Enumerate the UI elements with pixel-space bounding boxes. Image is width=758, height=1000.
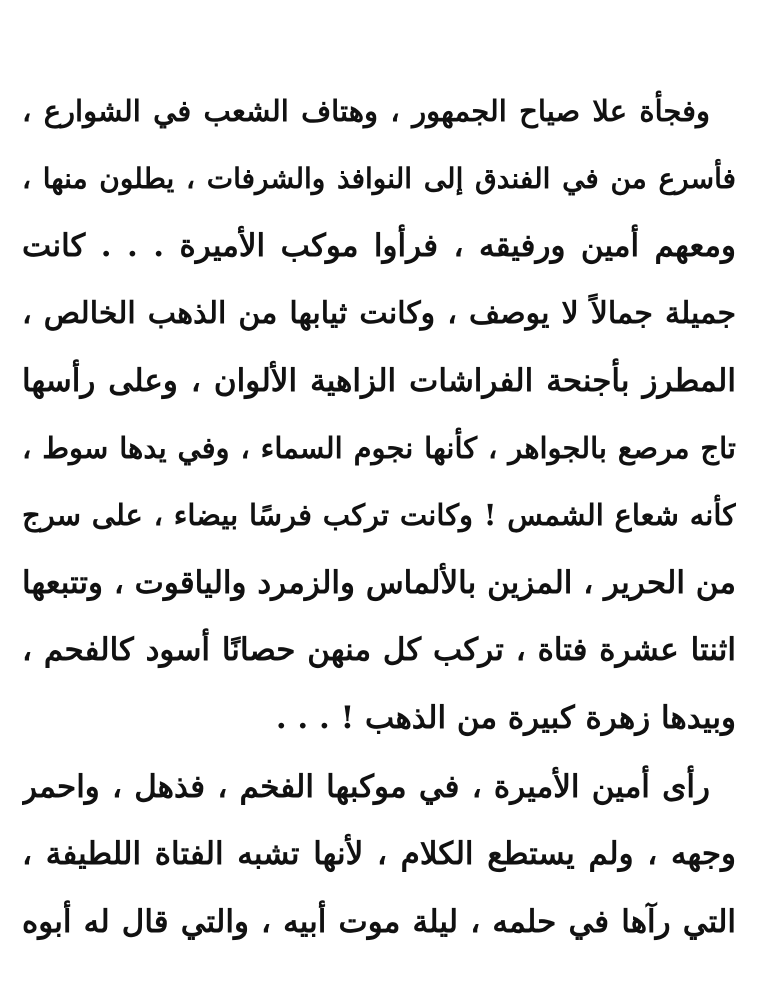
- text-line: رأى أمين الأميرة ، في موكبها الفخم ، فذهل ، واحمر: [22, 768, 710, 805]
- text-line: ومعهم أمين ورفيقه ، فرأوا موكب الأميرة . . . كانت: [22, 227, 736, 264]
- text-line: اثنتا عشرة فتاة ، تركب كل منهن حصانًا أسود كالفحم ،: [22, 632, 736, 669]
- text-line: جميلة جمالاً لا يوصف ، وكانت ثيابها من الذهب الخالص ،: [22, 296, 736, 332]
- text-line: التي رآها في حلمه ، ليلة موت أبيه ، والتي قال له أبوه: [22, 903, 736, 940]
- text-line: وجهه ، ولم يستطع الكلام ، لأنها تشبه الفتاة اللطيفة ،: [22, 836, 736, 873]
- text-line: وفجأة علا صياح الجمهور ، وهتاف الشعب في الشوارع ،: [22, 94, 710, 128]
- text-line: وبيدها زهرة كبيرة من الذهب ! . . .: [275, 699, 736, 736]
- page-body-text: [22, 78, 736, 956]
- text-line: المطرز بأجنحة الفراشات الزاهية الألوان ، وعلى رأسها: [22, 362, 736, 399]
- text-line: تاج مرصع بالجواهر ، كأنها نجوم السماء ، وفي يدها سوط ،: [22, 430, 736, 465]
- text-line: من الحرير ، المزين بالألماس والزمرد والياقوت ، وتتبعها: [22, 564, 736, 601]
- text-line: كأنه شعاع الشمس ! وكانت تركب فرسًا بيضاء ، على سرج: [22, 498, 736, 533]
- text-line: فأسرع من في الفندق إلى النوافذ والشرفات ، يطلون منها ،: [22, 162, 736, 196]
